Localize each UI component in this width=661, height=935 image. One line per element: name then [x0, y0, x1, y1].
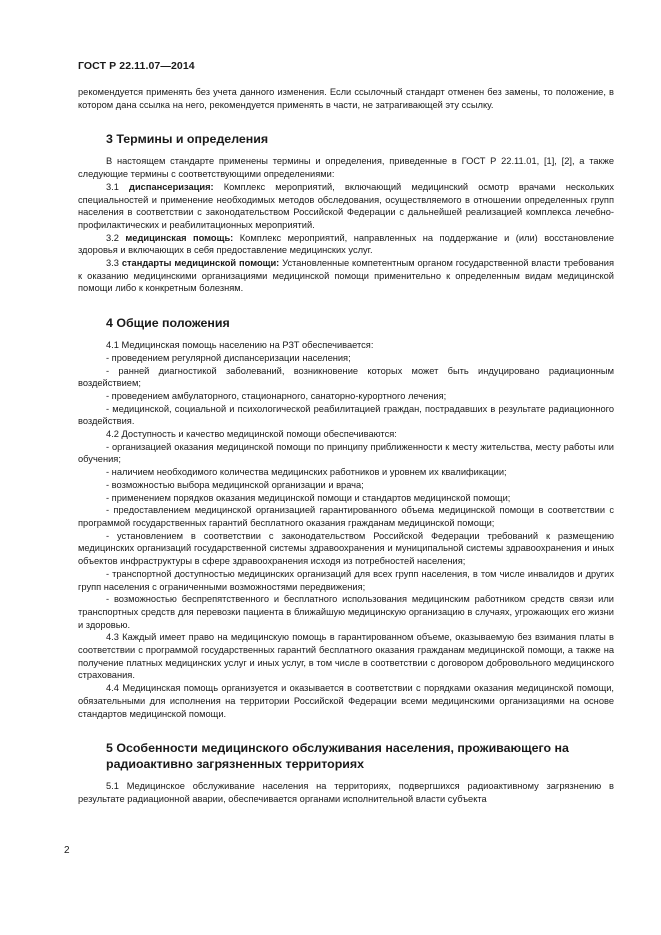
- term-3-2-name: медицинская помощь:: [125, 232, 234, 243]
- list-item: - проведением амбулаторного, стационарного, санаторно-курортного лечения;: [106, 390, 447, 401]
- list-item: - установлением в соответствии с законодательством Российской Федерации требований к размещению медицинских организаций государственной системы здравоохранения и муниципальной системы здравоохранения и иных объектов инфраструктуры в сфере здравоохранения исходя из потребностей населения;: [78, 530, 614, 567]
- intro-paragraph: рекомендуется применять без учета данного изменения. Если ссылочный стандарт отменен без замены, то положение, в котором дана ссылка на него, рекомендуется применять в части, не затрагивающей эту ссылку.: [78, 87, 614, 110]
- list-item: - наличием необходимого количества медицинских работников и уровнем их квалификации;: [106, 467, 507, 478]
- list-item: - организацией оказания медицинской помощи по принципу приближенности к месту жительства, месту работы или обучения;: [78, 441, 614, 465]
- section-4-heading: 4 Общие положения: [106, 316, 230, 331]
- list-item: - возможностью выбора медицинской организации и врача;: [106, 479, 364, 490]
- document-header: ГОСТ Р 22.11.07—2014: [78, 60, 195, 72]
- list-item: - проведением регулярной диспансеризации населения;: [106, 352, 351, 363]
- list-item: - транспортной доступностью медицинских организаций для всех групп населения, в том числе инвалидов и других групп населения с ограниченными возможностями передвижения;: [78, 568, 614, 592]
- clause-4-4: 4.4 Медицинская помощь организуется и оказывается в соответствии с порядками оказания медицинской помощи, обязательными для исполнения на территории Российской Федерации всеми медицинскими организациями на основе стандартов медицинской помощи.: [78, 683, 614, 719]
- list-item: - предоставлением медицинской организацией гарантированного объема медицинской помощи в соответствии с программой государственных гарантий бесплатного оказания гражданам медицинской помощи;: [78, 505, 614, 528]
- clause-4-3: 4.3 Каждый имеет право на медицинскую помощь в гарантированном объеме, оказываемую без взимания платы в соответствии с программой государственных гарантий бесплатного оказания гражданам медицинской помощи, а также на получение платных медицинских услуг и иных услуг, в том числе в соответствии с договором добровольного медицинского страхования.: [78, 632, 614, 681]
- page-number: 2: [64, 845, 70, 856]
- term-3-1: 3.1 диспансеризация: Комплекс мероприятий, включающий медицинский осмотр врачами нескольких специальностей и применение необходимых методов обследования, осуществляемого в отношении определенных групп населения в соответствии с законодательством Российской Федерации с дальнейшей реализацией комплекса лечебно-профилактических и реабилитационных мероприятий.: [78, 181, 614, 230]
- term-3-3-name: стандарты медицинской помощи:: [121, 258, 280, 269]
- section-3-heading: 3 Термины и определения: [106, 132, 269, 147]
- term-3-3: 3.3 стандарты медицинской помощи: Установленные компетентным органом государственной власти требования к оказанию медицинскими организациями медицинской помощи применительно к определенным видам медицинской помощи либо к конкретным болезням.: [78, 258, 614, 294]
- list-item: - применением порядков оказания медицинской помощи и стандартов медицинской помощи;: [106, 492, 511, 503]
- section-3-intro: В настоящем стандарте применены термины и определения, приведенные в ГОСТ Р 22.11.01, [1], [2], а также следующие термины с соответствующими определениями:: [78, 156, 614, 180]
- term-3-2: 3.2 медицинская помощь: Комплекс мероприятий, направленных на поддержание и (или) восстановление здоровья и включающих в себя предоставление медицинских услуг.: [78, 232, 614, 256]
- list-item: - ранней диагностикой заболеваний, возникновение которых может быть индуцировано радиационным воздействием;: [78, 365, 614, 389]
- list-item: - медицинской, социальной и психологической реабилитацией граждан, пострадавших в результате радиационного воздействия.: [78, 403, 614, 427]
- document-body: [78, 86, 614, 806]
- section-5-heading: 5 Особенности медицинского обслуживания населения, проживающего на радиоактивно загрязненных территориях: [106, 741, 569, 772]
- term-3-1-name: диспансеризация:: [129, 181, 214, 192]
- list-item: - возможностью беспрепятственного и бесплатного использования медицинским работником средств связи или транспортных средств для перевозки пациента в ближайшую медицинскую организацию в случаях, угрожающих его жизни и здоровью.: [78, 594, 614, 630]
- clause-5-1: 5.1 Медицинское обслуживание населения на территориях, подвергшихся радиоактивному загрязнению в результате радиационной аварии, обеспечивается органами исполнительной власти субъекта: [78, 781, 614, 804]
- clause-4-1: 4.1 Медицинская помощь населению на РЗТ обеспечивается:: [106, 340, 374, 351]
- clause-4-2: 4.2 Доступность и качество медицинской помощи обеспечиваются:: [106, 429, 397, 440]
